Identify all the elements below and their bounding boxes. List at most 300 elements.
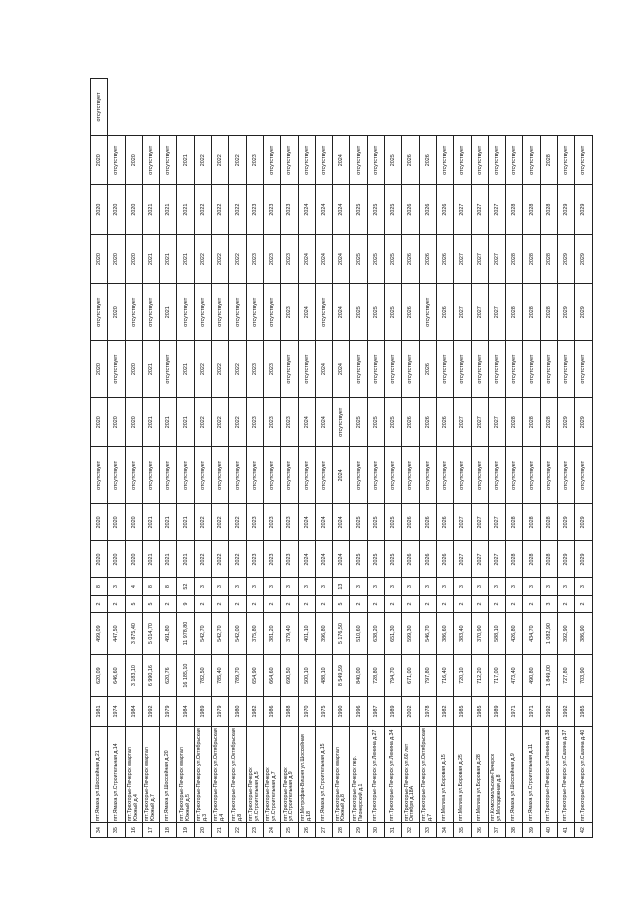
table-cell: отсутствует: [540, 447, 557, 504]
table-cell: отсутствует: [488, 447, 505, 504]
table-cell: 2026: [419, 234, 436, 283]
table-cell: 1974: [108, 697, 125, 727]
table-cell: отсутствует: [246, 284, 263, 341]
table-cell: отсутствует: [229, 284, 246, 341]
table-cell: 2022: [229, 234, 246, 283]
table-cell: 392,90: [558, 613, 575, 655]
table-cell: 1971: [523, 697, 540, 727]
table-cell: отсутствует: [177, 447, 194, 504]
table-cell: 1986: [263, 697, 280, 727]
table-cell: 2027: [454, 284, 471, 341]
table-cell: отсутствует: [108, 447, 125, 504]
table-cell: 510,60: [350, 613, 367, 655]
table-cell: 2025: [385, 284, 402, 341]
table-cell: 3: [385, 578, 402, 595]
table-cell: 2: [436, 595, 453, 612]
row-number-cell: 23: [246, 823, 263, 838]
table-cell: 2: [488, 595, 505, 612]
table-cell: 2: [298, 595, 315, 612]
table-cell: 2022: [212, 185, 229, 234]
table-cell: отсутствует: [402, 341, 419, 398]
table-cell: 2025: [367, 541, 384, 578]
table-cell: 2024: [333, 185, 350, 234]
table-cell: 1985: [454, 697, 471, 727]
table-cell: 2029: [558, 185, 575, 234]
table-cell: отсутствует: [506, 136, 523, 185]
table-cell: 1979: [212, 697, 229, 727]
table-cell: 542,70: [194, 613, 211, 655]
row-number-cell: 34: [91, 823, 108, 838]
table-cell: 2025: [350, 398, 367, 447]
table-cell: 379,40: [281, 613, 298, 655]
table-cell: 2020: [108, 234, 125, 283]
table-cell: отсутствует: [419, 284, 436, 341]
table-cell: 381,20: [263, 613, 280, 655]
table-cell: отсутствует: [558, 136, 575, 185]
table-cell: отсутствует: [108, 341, 125, 398]
table-cell: отсутствует: [350, 447, 367, 504]
table-cell: 703,90: [575, 655, 592, 697]
table-cell: 434,70: [523, 613, 540, 655]
table-cell: 2: [246, 595, 263, 612]
table-cell: 2025: [350, 504, 367, 541]
table-cell: 3: [350, 578, 367, 595]
table-cell: 2024: [333, 136, 350, 185]
table-cell: 426,80: [506, 613, 523, 655]
table-cell: отсутствует: [298, 341, 315, 398]
table-cell: 2024: [315, 234, 332, 283]
table-cell: 2026: [419, 504, 436, 541]
table-row: [263, 79, 280, 838]
table-cell: 1978: [419, 697, 436, 727]
table-cell: 3: [298, 578, 315, 595]
table-cell: 620,09: [91, 655, 108, 697]
table-cell: 2024: [315, 185, 332, 234]
table-cell: отсутствует: [281, 341, 298, 398]
table-cell: 2021: [142, 541, 159, 578]
table-cell: 2: [402, 595, 419, 612]
table-cell: 2029: [558, 504, 575, 541]
table-row: [506, 79, 523, 838]
table-cell: 1984: [125, 697, 142, 727]
address-cell: пгт.Трехгорье-Печерск ул.Ленина д.34: [385, 726, 402, 822]
table-cell: 2022: [212, 398, 229, 447]
table-cell: 8: [91, 578, 108, 595]
row-number-cell: 33: [419, 823, 436, 838]
table-cell: 1984: [177, 697, 194, 727]
table-cell: отсутствует: [436, 136, 453, 185]
repair-schedule-table: [90, 78, 593, 838]
table-cell: 2025: [367, 185, 384, 234]
table-cell: 2029: [575, 504, 592, 541]
table-cell: 2027: [454, 398, 471, 447]
table-cell: 8: [142, 578, 159, 595]
table-cell: 2028: [540, 185, 557, 234]
table-cell: 2028: [523, 541, 540, 578]
table-cell: 542,00: [229, 613, 246, 655]
address-cell: пгт.Трехгорье-Печерск ул.Сазина д.37: [558, 726, 575, 822]
row-number-cell: 27: [315, 823, 332, 838]
table-cell: 3: [229, 578, 246, 595]
table-cell: 2029: [575, 284, 592, 341]
table-cell: отсутствует: [160, 447, 177, 504]
table-cell: 3: [540, 578, 557, 595]
row-number-cell: 34: [436, 823, 453, 838]
address-cell: пгт.Трехгорье-Печерск ул.Октябрьская д.7: [419, 726, 436, 822]
table-row: [298, 79, 315, 838]
table-cell: 3: [108, 578, 125, 595]
table-cell: отсутствует: [281, 136, 298, 185]
table-cell: отсутствует: [91, 79, 108, 136]
table-cell: отсутствует: [454, 447, 471, 504]
address-cell: пгт.Трехгорье-Печерск ул.60 лет Октября д.18А: [402, 726, 419, 822]
table-cell: отсутствует: [298, 136, 315, 185]
table-cell: отсутствует: [471, 447, 488, 504]
table-cell: 620,76: [160, 655, 177, 697]
table-cell: 16 185,10: [177, 655, 194, 697]
table-cell: 2020: [91, 541, 108, 578]
table-cell: 727,80: [558, 655, 575, 697]
table-cell: 2025: [385, 234, 402, 283]
table-row: [488, 79, 505, 838]
table-cell: 728,80: [367, 655, 384, 697]
row-number-cell: 41: [558, 823, 575, 838]
table-cell: 5 014,70: [142, 613, 159, 655]
table-cell: 2029: [575, 541, 592, 578]
table-cell: отсутствует: [558, 341, 575, 398]
table-cell: отсутствует: [385, 341, 402, 398]
table-cell: 5 176,50: [333, 613, 350, 655]
table-cell: 2021: [142, 504, 159, 541]
table-cell: 13: [333, 578, 350, 595]
row-number-cell: 42: [575, 823, 592, 838]
table-cell: 2027: [471, 284, 488, 341]
table-cell: 2027: [471, 185, 488, 234]
table-cell: 2023: [281, 234, 298, 283]
table-cell: 2021: [160, 398, 177, 447]
table-cell: 2026: [436, 398, 453, 447]
table-cell: 3: [212, 578, 229, 595]
table-cell: 2028: [506, 185, 523, 234]
table-cell: 3: [194, 578, 211, 595]
table-cell: 3: [315, 578, 332, 595]
table-cell: 3: [281, 578, 298, 595]
table-cell: 9: [177, 595, 194, 612]
table-cell: 2020: [125, 341, 142, 398]
table-cell: отсутствует: [350, 136, 367, 185]
table-cell: 2029: [575, 185, 592, 234]
table-body: [91, 79, 593, 838]
table-cell: 3: [471, 578, 488, 595]
table-cell: 386,60: [436, 613, 453, 655]
table-cell: 3: [246, 578, 263, 595]
table-cell: 2022: [229, 341, 246, 398]
table-row: [142, 79, 159, 838]
table-cell: 690,50: [281, 655, 298, 697]
table-row: [125, 79, 142, 838]
table-cell: 2020: [91, 341, 108, 398]
row-number-cell: 38: [506, 823, 523, 838]
table-cell: отсутствует: [506, 447, 523, 504]
table-cell: 2026: [402, 541, 419, 578]
table-cell: отсутствует: [350, 341, 367, 398]
table-cell: 3: [436, 578, 453, 595]
table-cell: 2020: [125, 541, 142, 578]
table-cell: отсутствует: [91, 284, 108, 341]
table-cell: отсутствует: [108, 136, 125, 185]
table-cell: 3 183,10: [125, 655, 142, 697]
table-cell: 11 978,80: [177, 613, 194, 655]
table-cell: 2028: [523, 185, 540, 234]
table-cell: 2021: [142, 234, 159, 283]
address-cell: пгт.Трехгорье-Печерск ул.Октябрьская д.3: [194, 726, 211, 822]
table-cell: 1985: [575, 697, 592, 727]
table-cell: 2027: [488, 541, 505, 578]
table-row: [367, 79, 384, 838]
table-cell: 2028: [523, 504, 540, 541]
table-cell: 789,70: [229, 655, 246, 697]
table-cell: 2026: [402, 398, 419, 447]
address-cell: пгт.Трехгорье-Печерск квартал Южный д.8: [333, 726, 350, 822]
table-cell: отсутствует: [333, 398, 350, 447]
table-cell: 2023: [263, 504, 280, 541]
table-cell: 588,10: [488, 613, 505, 655]
row-number-cell: 21: [212, 823, 229, 838]
table-cell: 396,80: [315, 613, 332, 655]
table-cell: 671,00: [402, 655, 419, 697]
table-cell: 2029: [558, 541, 575, 578]
address-cell: пгт.Трехгорье-Печерск ул.Строительная д.9: [281, 726, 298, 822]
table-cell: отсутствует: [575, 447, 592, 504]
table-cell: 3: [523, 578, 540, 595]
table-cell: 2021: [160, 284, 177, 341]
table-cell: 717,00: [488, 655, 505, 697]
table-cell: 2022: [194, 504, 211, 541]
address-cell: пгт.Комсомольская-Печерск ул.Молодежная д.8: [488, 726, 505, 822]
table-cell: 2023: [246, 185, 263, 234]
table-cell: 2025: [385, 504, 402, 541]
table-cell: 2023: [281, 541, 298, 578]
table-cell: 2020: [108, 398, 125, 447]
row-number-cell: 17: [142, 823, 159, 838]
table-cell: отсутствует: [246, 447, 263, 504]
table-cell: отсутствует: [194, 284, 211, 341]
table-cell: отсутствует: [91, 447, 108, 504]
table-cell: 2029: [575, 398, 592, 447]
table-cell: 2024: [298, 284, 315, 341]
table-cell: 2022: [194, 234, 211, 283]
row-number-cell: 19: [177, 823, 194, 838]
table-cell: 2027: [454, 185, 471, 234]
row-number-cell: 16: [125, 823, 142, 838]
table-cell: 2025: [367, 234, 384, 283]
table-cell: 1970: [298, 697, 315, 727]
table-cell: 2028: [506, 284, 523, 341]
address-cell: пгт.Трехгорье-Печерск квартал Южный д.4: [125, 726, 142, 822]
table-cell: отсутствует: [506, 341, 523, 398]
table-cell: 2: [558, 595, 575, 612]
table-cell: отсутствует: [315, 136, 332, 185]
table-cell: 2022: [212, 341, 229, 398]
table-cell: 1990: [333, 697, 350, 727]
table-cell: 2023: [263, 541, 280, 578]
table-cell: 2022: [194, 541, 211, 578]
table-cell: отсутствует: [419, 447, 436, 504]
table-cell: 2025: [350, 284, 367, 341]
table-cell: 2028: [540, 504, 557, 541]
rotated-table-frame: [90, 78, 587, 838]
row-number-cell: 31: [385, 823, 402, 838]
table-cell: 2020: [125, 234, 142, 283]
table-cell: 2027: [454, 504, 471, 541]
table-cell: 2024: [298, 504, 315, 541]
table-cell: 2023: [263, 341, 280, 398]
table-cell: 2028: [506, 504, 523, 541]
table-cell: 2026: [402, 185, 419, 234]
table-cell: 2026: [419, 541, 436, 578]
table-cell: отсутствует: [471, 136, 488, 185]
table-row: [575, 79, 592, 838]
address-cell: пгт.Трехгорье-Печерск квартал Южный д.7: [142, 726, 159, 822]
table-cell: 1989: [194, 697, 211, 727]
table-cell: отсутствует: [558, 447, 575, 504]
table-cell: отсутствует: [367, 136, 384, 185]
table-cell: 2026: [402, 234, 419, 283]
table-cell: 840,00: [350, 655, 367, 697]
table-cell: 2026: [419, 398, 436, 447]
table-cell: 2022: [229, 541, 246, 578]
table-cell: отсутствует: [385, 447, 402, 504]
address-cell: пгт.Ямаха ул.Строительная д.14: [108, 726, 125, 822]
table-cell: 720,10: [454, 655, 471, 697]
table-cell: 2025: [367, 398, 384, 447]
table-cell: 2024: [333, 234, 350, 283]
row-number-cell: 30: [367, 823, 384, 838]
table-cell: 782,50: [194, 655, 211, 697]
table-cell: 2025: [367, 504, 384, 541]
table-cell: 2022: [229, 504, 246, 541]
table-cell: отсутствует: [367, 341, 384, 398]
row-number-cell: 39: [523, 823, 540, 838]
table-cell: 2028: [540, 398, 557, 447]
table-cell: 375,80: [246, 613, 263, 655]
table-row: [558, 79, 575, 838]
table-cell: 2029: [558, 234, 575, 283]
table-cell: 2026: [436, 234, 453, 283]
table-cell: 2027: [488, 234, 505, 283]
table-cell: 3: [419, 578, 436, 595]
table-cell: 2020: [91, 504, 108, 541]
table-cell: 2026: [436, 504, 453, 541]
table-cell: отсутствует: [281, 447, 298, 504]
table-cell: 2028: [540, 136, 557, 185]
row-number-cell: 18: [160, 823, 177, 838]
table-cell: 2: [506, 595, 523, 612]
table-cell: 712,20: [471, 655, 488, 697]
table-cell: 2026: [419, 136, 436, 185]
table-cell: 2028: [523, 398, 540, 447]
table-cell: отсутствует: [488, 136, 505, 185]
table-cell: отсутствует: [436, 341, 453, 398]
table-cell: отсутствует: [523, 341, 540, 398]
table-cell: 3 875,40: [125, 613, 142, 655]
table-cell: 1982: [246, 697, 263, 727]
address-cell: пгт.Трехгорье-Печерск пер. Пионерский д.1: [350, 726, 367, 822]
table-cell: отсутствует: [488, 341, 505, 398]
table-cell: 2021: [177, 234, 194, 283]
table-cell: 2: [194, 595, 211, 612]
table-cell: 2024: [315, 398, 332, 447]
table-cell: 5: [333, 595, 350, 612]
table-cell: 8 549,59: [333, 655, 350, 697]
table-cell: 2021: [177, 398, 194, 447]
table-cell: 2: [575, 595, 592, 612]
table-cell: 797,80: [419, 655, 436, 697]
table-cell: 716,40: [436, 655, 453, 697]
table-cell: 2021: [177, 541, 194, 578]
table-cell: 2023: [246, 341, 263, 398]
table-cell: 2025: [367, 284, 384, 341]
table-cell: 2020: [91, 234, 108, 283]
table-cell: 2023: [281, 398, 298, 447]
table-cell: 2: [419, 595, 436, 612]
table-cell: 2028: [523, 284, 540, 341]
table-cell: 2: [108, 595, 125, 612]
row-number-cell: 40: [540, 823, 557, 838]
table-cell: 2022: [194, 398, 211, 447]
table-cell: 1982: [436, 697, 453, 727]
table-cell: 2024: [315, 541, 332, 578]
table-cell: 2023: [246, 541, 263, 578]
table-row: [402, 79, 419, 838]
table-cell: 2027: [471, 398, 488, 447]
table-cell: 2021: [142, 185, 159, 234]
table-cell: 2026: [402, 504, 419, 541]
table-cell: 2023: [281, 185, 298, 234]
table-cell: отсутствует: [177, 284, 194, 341]
table-cell: 2020: [91, 185, 108, 234]
table-cell: 2028: [540, 284, 557, 341]
table-cell: 2: [281, 595, 298, 612]
table-cell: 2: [315, 595, 332, 612]
table-cell: 2026: [419, 341, 436, 398]
address-cell: пгт.Трехгорье-Печерск ул.Ленина д.38: [540, 726, 557, 822]
table-cell: 2022: [212, 234, 229, 283]
table-cell: 1971: [506, 697, 523, 727]
table-cell: отсутствует: [315, 447, 332, 504]
table-row: [333, 79, 350, 838]
table-cell: 2027: [488, 284, 505, 341]
table-cell: 2022: [194, 185, 211, 234]
table-cell: 2024: [333, 504, 350, 541]
table-cell: отсутствует: [142, 447, 159, 504]
row-number-cell: 35: [108, 823, 125, 838]
table-cell: отсутствует: [194, 447, 211, 504]
table-cell: отсутствует: [523, 447, 540, 504]
table-cell: 491,80: [160, 613, 177, 655]
table-cell: 2020: [108, 185, 125, 234]
table-cell: 2: [212, 595, 229, 612]
table-cell: 1988: [281, 697, 298, 727]
table-cell: отсутствует: [402, 447, 419, 504]
table-cell: 2025: [385, 541, 402, 578]
table-cell: 542,70: [212, 613, 229, 655]
row-number-cell: 25: [281, 823, 298, 838]
table-cell: 3: [263, 578, 280, 595]
table-cell: отсутствует: [263, 136, 280, 185]
table-cell: 490,80: [523, 655, 540, 697]
row-number-cell: 29: [350, 823, 367, 838]
